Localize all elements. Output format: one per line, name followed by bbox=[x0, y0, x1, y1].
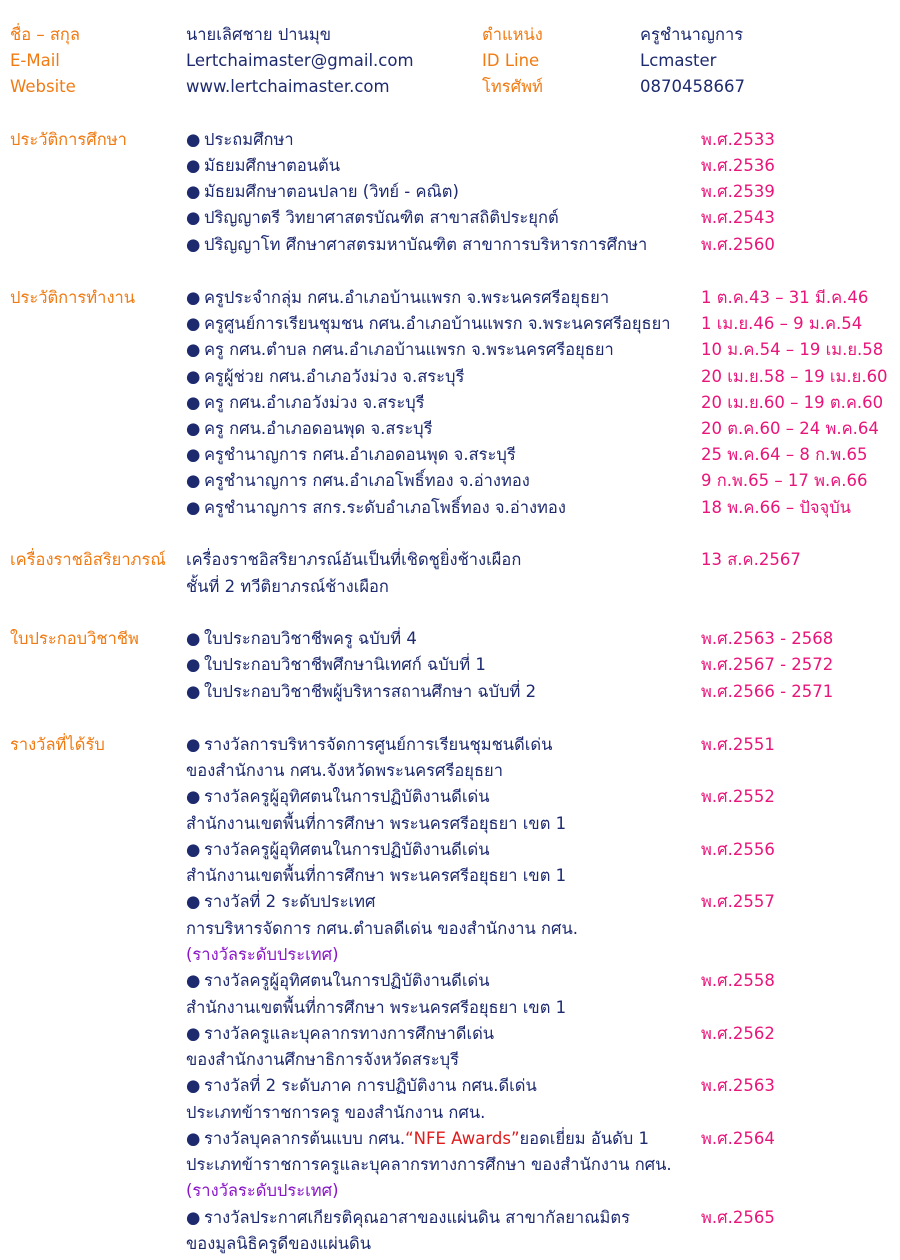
award-item bbox=[0, 784, 900, 810]
email-label: E-Mail bbox=[10, 51, 60, 70]
bullet-icon: ● bbox=[186, 735, 201, 754]
bullet-icon: ● bbox=[186, 787, 201, 806]
work-item bbox=[0, 285, 900, 311]
award-text: รางวัลครูผู้อุทิศตนในการปฏิบัติงานดีเด่น bbox=[204, 971, 490, 990]
work-date: 20 เม.ย.58 – 19 เม.ย.60 bbox=[701, 367, 888, 386]
decoration-text: เครื่องราชอิสริยาภรณ์อันเป็นที่เชิดชูยิ่งช้างเผือก bbox=[186, 550, 522, 569]
award-text: รางวัลครูผู้อุทิศตนในการปฏิบัติงานดีเด่น bbox=[204, 840, 490, 859]
license-item bbox=[0, 652, 900, 678]
decoration-text-line2: ชั้นที่ 2 ทวีติยาภรณ์ช้างเผือก bbox=[186, 577, 389, 596]
bullet-icon: ● bbox=[186, 208, 201, 227]
bullet-icon: ● bbox=[186, 892, 201, 911]
bullet-icon: ● bbox=[186, 130, 201, 149]
work-date: 1 เม.ย.46 – 9 ม.ค.54 bbox=[701, 314, 863, 333]
award-item-line2 bbox=[0, 1100, 900, 1126]
award-detail: ของสำนักงานศึกษาธิการจังหวัดสระบุรี bbox=[186, 1050, 459, 1069]
license-item bbox=[0, 626, 900, 652]
award-item bbox=[0, 1205, 900, 1231]
bullet-icon: ● bbox=[186, 1076, 201, 1095]
bullet-icon: ● bbox=[186, 156, 201, 175]
education-date: พ.ศ.2543 bbox=[701, 208, 775, 227]
award-item-line2 bbox=[0, 811, 900, 837]
award-text: รางวัลการบริหารจัดการศูนย์การเรียนชุมชนดีเด่น bbox=[204, 735, 553, 754]
bullet-icon: ● bbox=[186, 288, 201, 307]
award-text: รางวัลครูและบุคลากรทางการศึกษาดีเด่น bbox=[204, 1024, 495, 1043]
work-date: 20 เม.ย.60 – 19 ต.ค.60 bbox=[701, 393, 884, 412]
award-text: รางวัลครูผู้อุทิศตนในการปฏิบัติงานดีเด่น bbox=[204, 787, 490, 806]
work-text: ครู กศน.ตำบล กศน.อำเภอบ้านแพรก จ.พระนครศรีอยุธยา bbox=[204, 340, 614, 359]
position-label: ตำแหน่ง bbox=[482, 25, 543, 44]
phone-label: โทรศัพท์ bbox=[482, 77, 543, 96]
work-item bbox=[0, 337, 900, 363]
education-text: มัธยมศึกษาตอนปลาย (วิทย์ - คณิต) bbox=[204, 182, 459, 201]
education-date: พ.ศ.2560 bbox=[701, 235, 775, 254]
award-text-part-a: รางวัลบุคลากรต้นแบบ กศน. bbox=[204, 1129, 406, 1148]
line-value: Lcmaster bbox=[640, 51, 717, 70]
decoration-row bbox=[0, 574, 900, 600]
license-text: ใบประกอบวิชาชีพผู้บริหารสถานศึกษา ฉบับที่ 2 bbox=[204, 682, 537, 701]
award-date: พ.ศ.2552 bbox=[701, 787, 775, 806]
decoration-heading: เครื่องราชอิสริยาภรณ์ bbox=[10, 550, 166, 569]
education-text: ปริญญาตรี วิทยาศาสตรบัณฑิต สาขาสถิติประยุกต์ bbox=[204, 208, 559, 227]
name-value: นายเลิศชาย ปานมุข bbox=[186, 25, 331, 44]
education-date: พ.ศ.2536 bbox=[701, 156, 775, 175]
work-date: 1 ต.ค.43 – 31 มี.ค.46 bbox=[701, 288, 869, 307]
award-detail: สำนักงานเขตพื้นที่การศึกษา พระนครศรีอยุธยา เขต 1 bbox=[186, 998, 567, 1017]
national-award-tag: (รางวัลระดับประเทศ) bbox=[186, 1181, 339, 1200]
work-text: ครูศูนย์การเรียนชุมชน กศน.อำเภอบ้านแพรก จ.พระนครศรีอยุธยา bbox=[204, 314, 671, 333]
education-item bbox=[0, 153, 900, 179]
bullet-icon: ● bbox=[186, 655, 201, 674]
award-item bbox=[0, 968, 900, 994]
nfe-awards-highlight: “NFE Awards” bbox=[405, 1129, 520, 1148]
award-item-line2 bbox=[0, 995, 900, 1021]
decoration-row bbox=[0, 547, 900, 573]
award-item-line2 bbox=[0, 863, 900, 889]
education-text: ปริญญาโท ศึกษาศาสตรมหาบัณฑิต สาขาการบริหารการศึกษา bbox=[204, 235, 648, 254]
award-text: รางวัลประกาศเกียรติคุณอาสาของแผ่นดิน สาขากัลยาณมิตร bbox=[204, 1208, 630, 1227]
work-date: 10 ม.ค.54 – 19 เม.ย.58 bbox=[701, 340, 884, 359]
award-detail: ของมูลนิธิครูดีของแผ่นดิน bbox=[186, 1234, 372, 1253]
award-detail: สำนักงานเขตพื้นที่การศึกษา พระนครศรีอยุธยา เขต 1 bbox=[186, 866, 567, 885]
line-label: ID Line bbox=[482, 51, 540, 70]
award-date: พ.ศ.2556 bbox=[701, 840, 775, 859]
award-text-part-c: ยอดเยี่ยม อันดับ 1 bbox=[519, 1129, 650, 1148]
award-date: พ.ศ.2557 bbox=[701, 892, 775, 911]
bullet-icon: ● bbox=[186, 445, 201, 464]
bullet-icon: ● bbox=[186, 471, 201, 490]
work-text: ครูประจำกลุ่ม กศน.อำเภอบ้านแพรก จ.พระนครศรีอยุธยา bbox=[204, 288, 610, 307]
education-item bbox=[0, 232, 900, 258]
work-item bbox=[0, 311, 900, 337]
award-national-tag-row bbox=[0, 942, 900, 968]
work-text: ครู กศน.อำเภอดอนพุด จ.สระบุรี bbox=[204, 419, 433, 438]
award-item bbox=[0, 732, 900, 758]
award-date: พ.ศ.2563 bbox=[701, 1076, 775, 1095]
award-item-line2 bbox=[0, 1231, 900, 1257]
license-text: ใบประกอบวิชาชีพครู ฉบับที่ 4 bbox=[204, 629, 417, 648]
award-text bbox=[204, 1126, 649, 1152]
work-text: ครูชำนาญการ สกร.ระดับอำเภอโพธิ์ทอง จ.อ่างทอง bbox=[204, 498, 566, 517]
license-item bbox=[0, 679, 900, 705]
work-item bbox=[0, 442, 900, 468]
award-item-line2 bbox=[0, 758, 900, 784]
award-national-tag-row bbox=[0, 1178, 900, 1204]
award-item bbox=[0, 1126, 900, 1152]
award-date: พ.ศ.2564 bbox=[701, 1129, 775, 1148]
work-text: ครูผู้ช่วย กศน.อำเภอวังม่วง จ.สระบุรี bbox=[204, 367, 465, 386]
license-date: พ.ศ.2566 - 2571 bbox=[701, 682, 834, 701]
work-text: ครู กศน.อำเภอวังม่วง จ.สระบุรี bbox=[204, 393, 425, 412]
work-heading: ประวัติการทำงาน bbox=[10, 288, 136, 307]
award-item-line2 bbox=[0, 916, 900, 942]
award-item bbox=[0, 1021, 900, 1047]
decoration-date: 13 ส.ค.2567 bbox=[701, 550, 801, 569]
license-text: ใบประกอบวิชาชีพศึกษานิเทศก์ ฉบับที่ 1 bbox=[204, 655, 486, 674]
bullet-icon: ● bbox=[186, 1208, 201, 1227]
bullet-icon: ● bbox=[186, 682, 201, 701]
award-date: พ.ศ.2562 bbox=[701, 1024, 775, 1043]
work-date: 20 ต.ค.60 – 24 พ.ค.64 bbox=[701, 419, 879, 438]
website-label: Website bbox=[10, 77, 76, 96]
award-text: รางวัลที่ 2 ระดับภาค การปฏิบัติงาน กศน.ดีเด่น bbox=[204, 1076, 537, 1095]
work-text: ครูชำนาญการ กศน.อำเภอดอนพุด จ.สระบุรี bbox=[204, 445, 516, 464]
award-date: พ.ศ.2565 bbox=[701, 1208, 775, 1227]
award-item-line2 bbox=[0, 1152, 900, 1178]
bullet-icon: ● bbox=[186, 367, 201, 386]
education-heading: ประวัติการศึกษา bbox=[10, 130, 127, 149]
awards-heading: รางวัลที่ได้รับ bbox=[10, 735, 105, 754]
award-item bbox=[0, 837, 900, 863]
bullet-icon: ● bbox=[186, 393, 201, 412]
work-item bbox=[0, 390, 900, 416]
award-date: พ.ศ.2558 bbox=[701, 971, 775, 990]
education-item bbox=[0, 205, 900, 231]
bullet-icon: ● bbox=[186, 314, 201, 333]
bullet-icon: ● bbox=[186, 498, 201, 517]
work-text: ครูชำนาญการ กศน.อำเภอโพธิ์ทอง จ.อ่างทอง bbox=[204, 471, 530, 490]
education-date: พ.ศ.2533 bbox=[701, 130, 775, 149]
bullet-icon: ● bbox=[186, 971, 201, 990]
bullet-icon: ● bbox=[186, 182, 201, 201]
work-item bbox=[0, 468, 900, 494]
award-text: รางวัลที่ 2 ระดับประเทศ bbox=[204, 892, 376, 911]
profile-row-website bbox=[0, 74, 900, 100]
work-date: 18 พ.ค.66 – ปัจจุบัน bbox=[701, 498, 851, 517]
award-item bbox=[0, 889, 900, 915]
profile-row-name bbox=[0, 22, 900, 48]
work-item bbox=[0, 495, 900, 521]
award-date: พ.ศ.2551 bbox=[701, 735, 775, 754]
bullet-icon: ● bbox=[186, 840, 201, 859]
bullet-icon: ● bbox=[186, 419, 201, 438]
education-text: ประถมศึกษา bbox=[204, 130, 294, 149]
email-value[interactable]: Lertchaimaster@gmail.com bbox=[186, 51, 414, 70]
bullet-icon: ● bbox=[186, 629, 201, 648]
profile-row-email bbox=[0, 48, 900, 74]
education-item bbox=[0, 179, 900, 205]
bullet-icon: ● bbox=[186, 1129, 201, 1148]
license-heading: ใบประกอบวิชาชีพ bbox=[10, 629, 139, 648]
award-detail: การบริหารจัดการ กศน.ตำบลดีเด่น ของสำนักงาน กศน. bbox=[186, 919, 579, 938]
work-date: 9 ก.พ.65 – 17 พ.ค.66 bbox=[701, 471, 868, 490]
award-detail: ประเภทข้าราชการครูและบุคลากรทางการศึกษา ของสำนักงาน กศน. bbox=[186, 1155, 672, 1174]
education-text: มัธยมศึกษาตอนต้น bbox=[204, 156, 340, 175]
work-date: 25 พ.ค.64 – 8 ก.พ.65 bbox=[701, 445, 868, 464]
education-item bbox=[0, 127, 900, 153]
bullet-icon: ● bbox=[186, 235, 201, 254]
phone-value: 0870458667 bbox=[640, 77, 745, 96]
bullet-icon: ● bbox=[186, 340, 201, 359]
award-item-line2 bbox=[0, 1047, 900, 1073]
license-date: พ.ศ.2563 - 2568 bbox=[701, 629, 834, 648]
award-detail: ประเภทข้าราชการครู ของสำนักงาน กศน. bbox=[186, 1103, 486, 1122]
award-detail: สำนักงานเขตพื้นที่การศึกษา พระนครศรีอยุธยา เขต 1 bbox=[186, 814, 567, 833]
national-award-tag: (รางวัลระดับประเทศ) bbox=[186, 945, 339, 964]
award-detail: ของสำนักงาน กศน.จังหวัดพระนครศรีอยุธยา bbox=[186, 761, 503, 780]
name-label: ชื่อ – สกุล bbox=[10, 25, 81, 44]
award-item bbox=[0, 1073, 900, 1099]
work-item bbox=[0, 364, 900, 390]
education-date: พ.ศ.2539 bbox=[701, 182, 775, 201]
license-date: พ.ศ.2567 - 2572 bbox=[701, 655, 834, 674]
position-value: ครูชำนาญการ bbox=[640, 25, 744, 44]
bullet-icon: ● bbox=[186, 1024, 201, 1043]
work-item bbox=[0, 416, 900, 442]
website-value[interactable]: www.lertchaimaster.com bbox=[186, 77, 390, 96]
